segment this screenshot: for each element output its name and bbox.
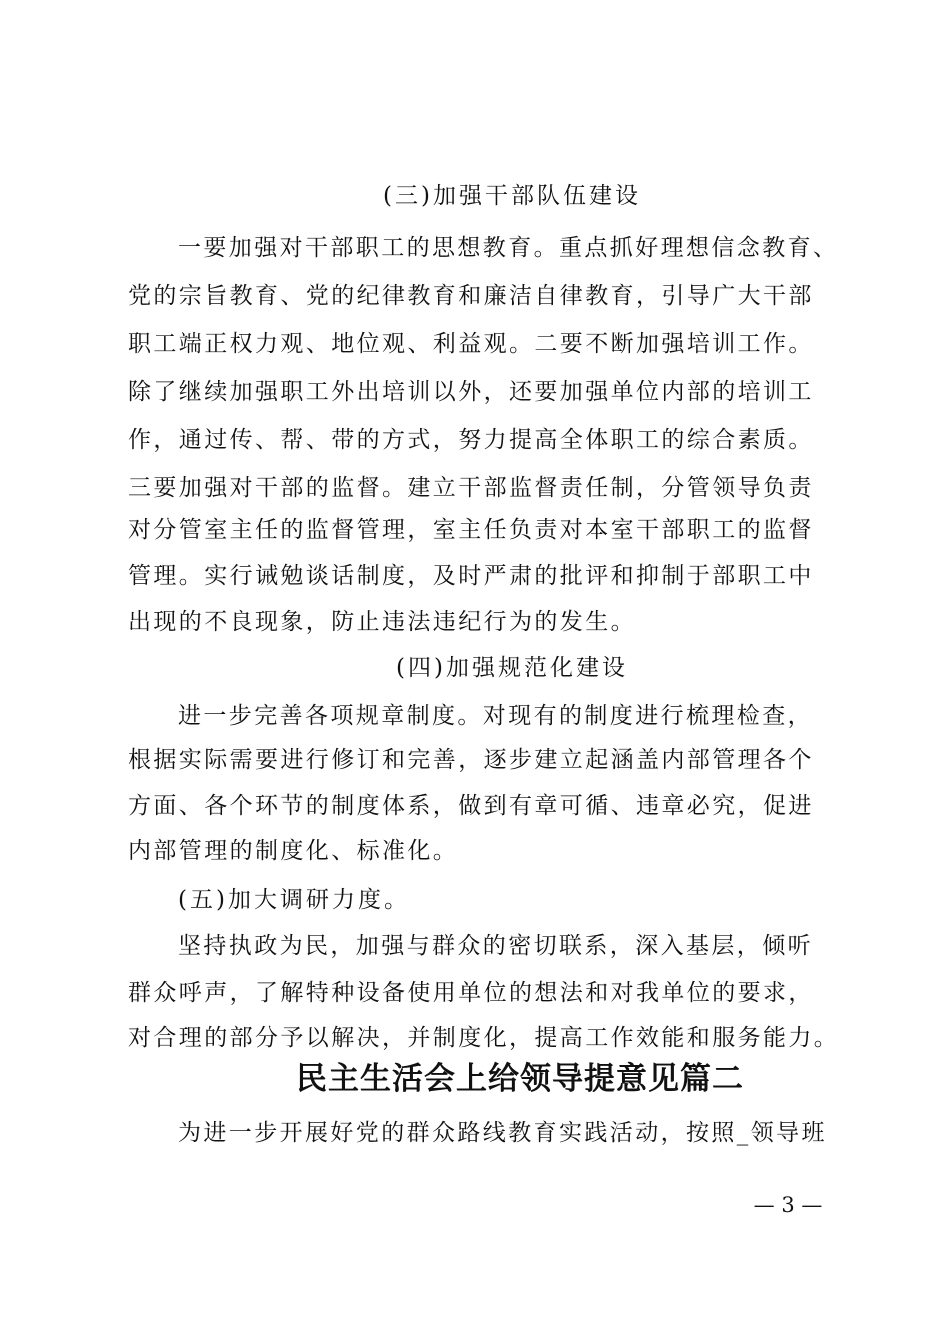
paragraph-line: 职工端正权力观、地位观、利益观。二要不断加强培训工作。 bbox=[128, 331, 814, 357]
paragraph-line: 为进一步开展好党的群众路线教育实践活动，按照_领导班 bbox=[178, 1120, 827, 1146]
paragraph-line: 群众呼声，了解特种设备使用单位的想法和对我单位的要求， bbox=[128, 980, 814, 1006]
paragraph-line: 根据实际需要进行修订和完善，逐步建立起涵盖内部管理各个 bbox=[128, 747, 814, 773]
paragraph-line: 对合理的部分予以解决，并制度化，提高工作效能和服务能力。 bbox=[128, 1025, 840, 1051]
paragraph-line: 除了继续加强职工外出培训以外，还要加强单位内部的培训工 bbox=[128, 379, 814, 405]
paragraph-line: 三要加强对干部的监督。建立干部监督责任制，分管领导负责 bbox=[128, 475, 814, 501]
article-title: 民主生活会上给领导提意见篇二 bbox=[296, 1061, 744, 1097]
paragraph-line: 内部管理的制度化、标准化。 bbox=[128, 838, 459, 864]
section-heading-3: (三)加强干部队伍建设 bbox=[383, 183, 641, 209]
section-heading-5: (五)加大调研力度。 bbox=[178, 887, 410, 913]
paragraph-line: 作，通过传、帮、带的方式，努力提高全体职工的综合素质。 bbox=[128, 427, 814, 453]
paragraph-line: 方面、各个环节的制度体系，做到有章可循、违章必究，促进 bbox=[128, 793, 814, 819]
page-number: — 3 — bbox=[753, 1193, 823, 1217]
paragraph-line: 坚持执政为民，加强与群众的密切联系，深入基层，倾听 bbox=[178, 933, 813, 959]
section-heading-4: (四)加强规范化建设 bbox=[396, 655, 628, 681]
paragraph-line: 进一步完善各项规章制度。对现有的制度进行梳理检查， bbox=[178, 703, 813, 729]
paragraph-line: 管理。实行诫勉谈话制度，及时严肃的批评和抑制于部职工中 bbox=[128, 563, 814, 589]
paragraph-line: 对分管室主任的监督管理，室主任负责对本室干部职工的监督 bbox=[128, 517, 814, 543]
paragraph-line: 党的宗旨教育、党的纪律教育和廉洁自律教育，引导广大干部 bbox=[128, 283, 814, 309]
paragraph-line: 一要加强对干部职工的思想教育。重点抓好理想信念教育、 bbox=[178, 235, 839, 261]
paragraph-line: 出现的不良现象，防止违法违纪行为的发生。 bbox=[128, 609, 636, 635]
